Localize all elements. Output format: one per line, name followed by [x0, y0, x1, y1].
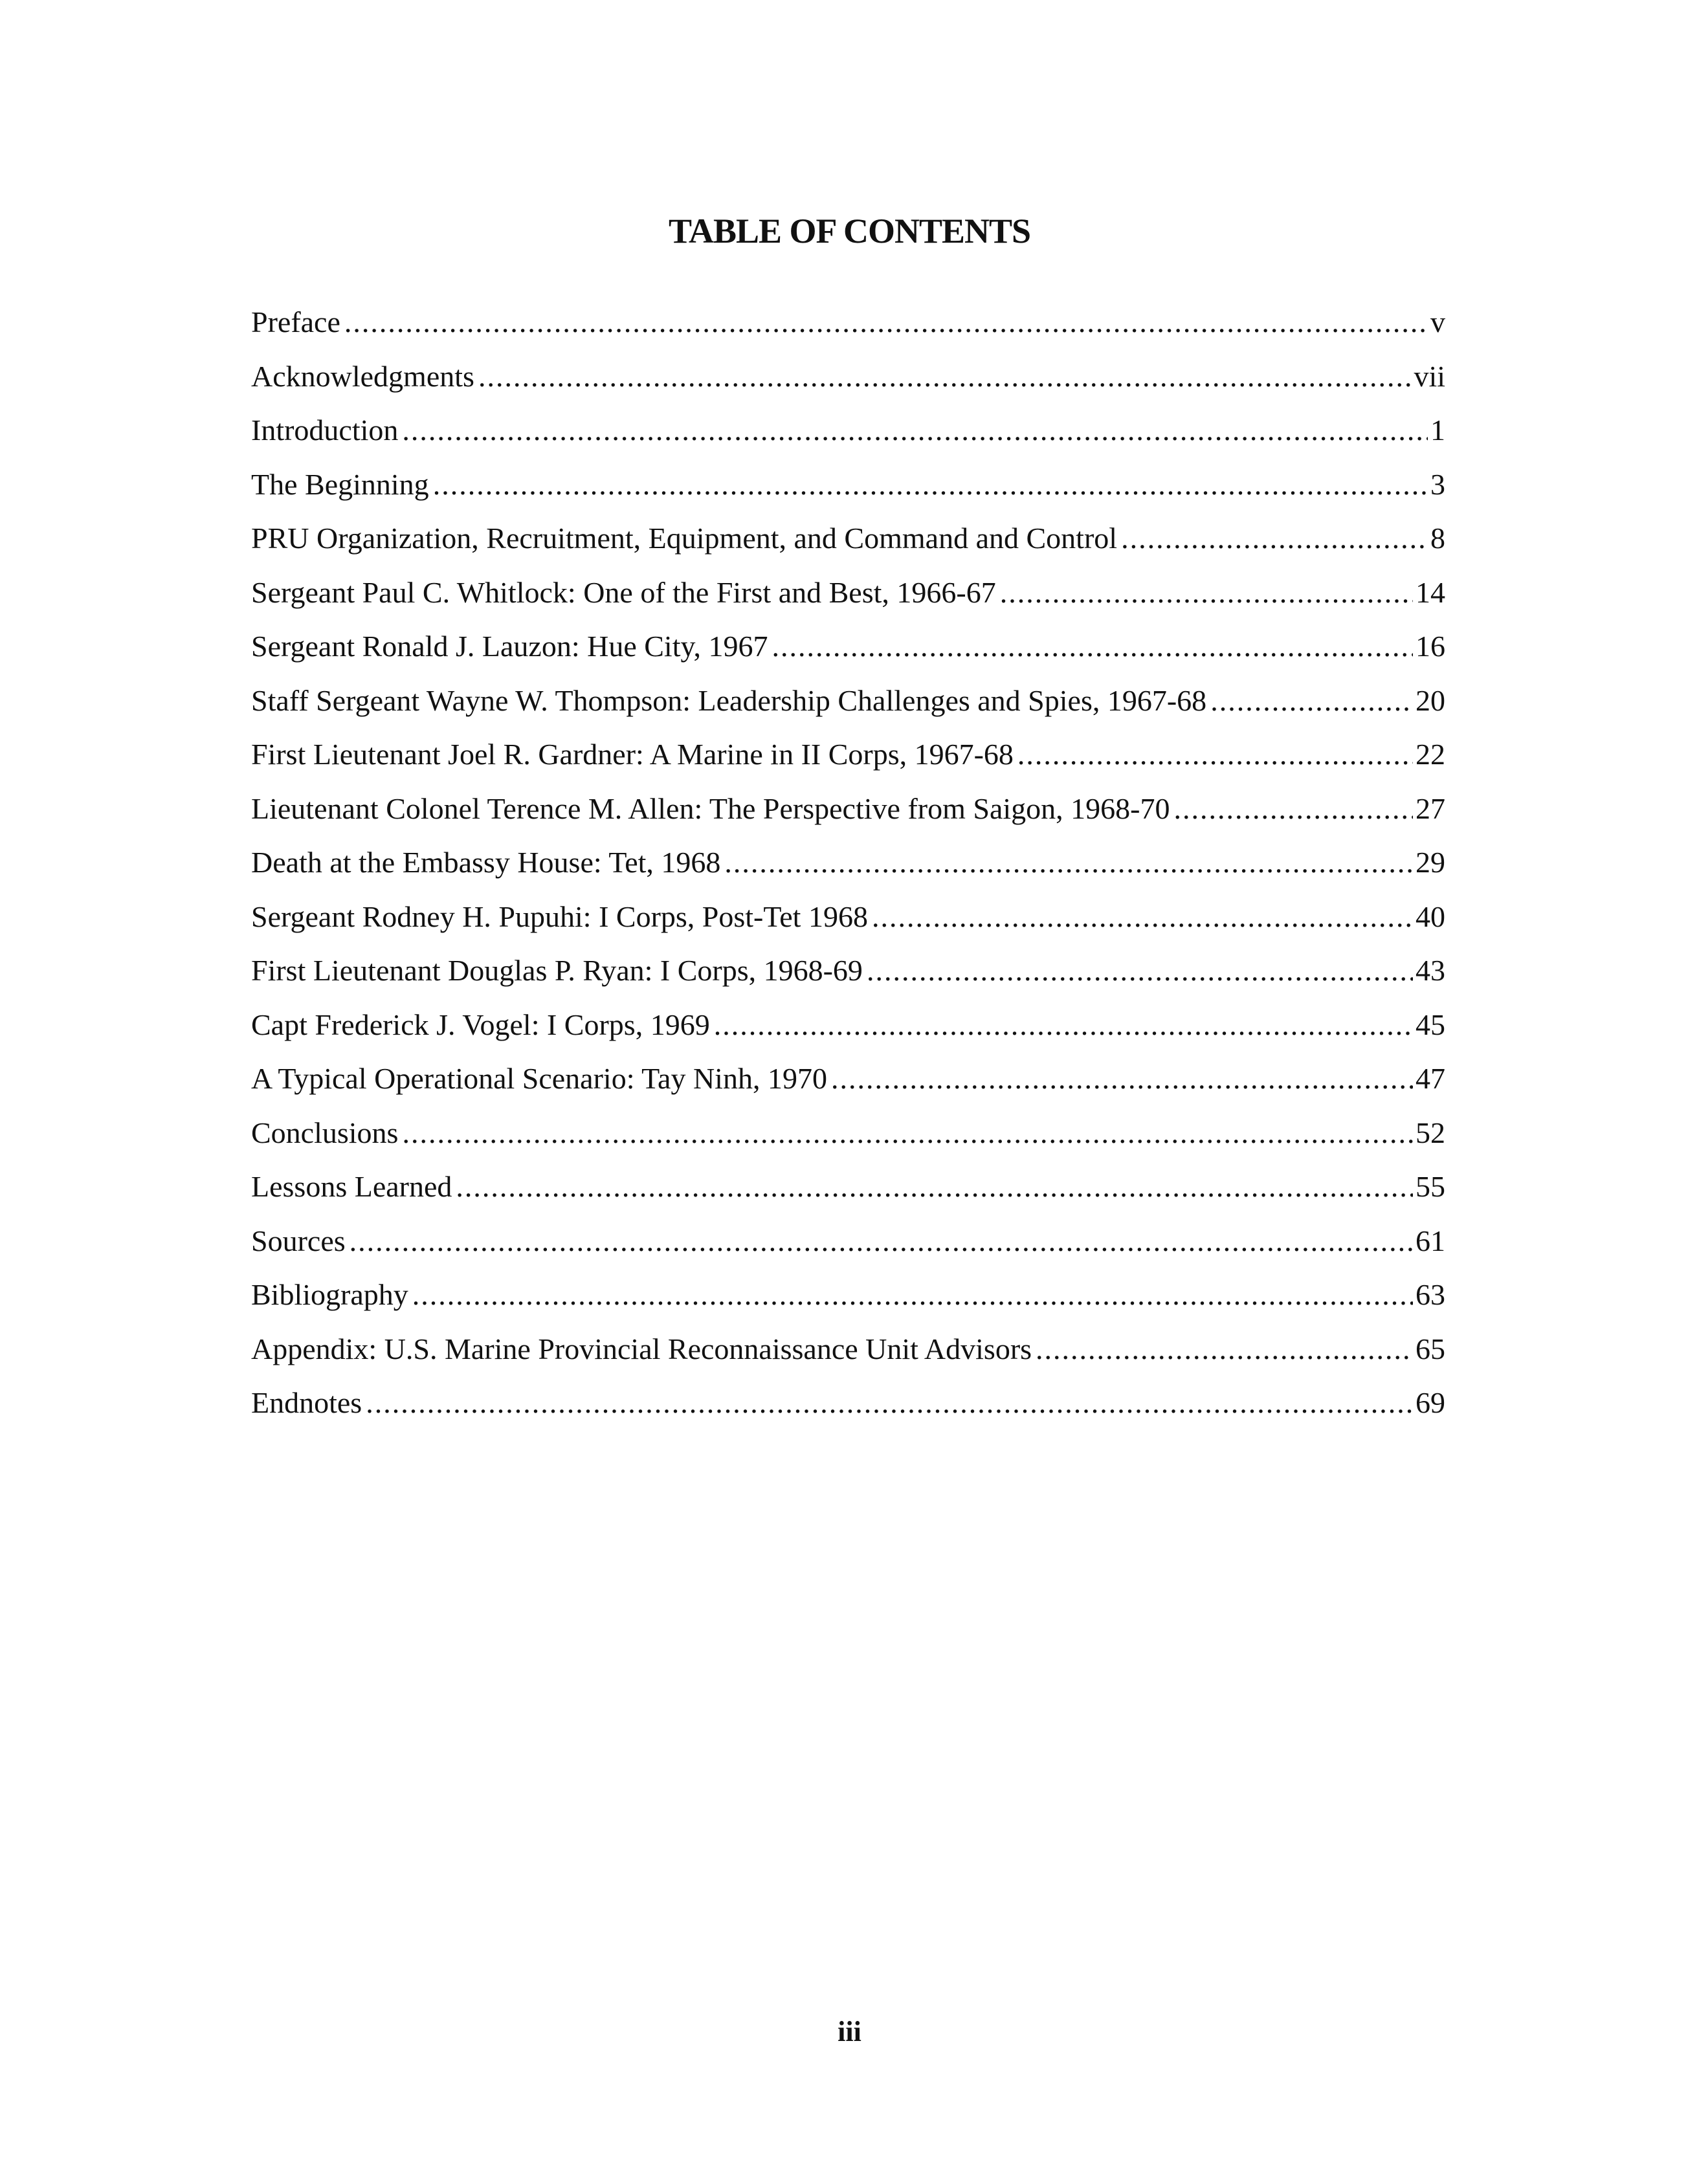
- toc-entry-page: vii: [1414, 359, 1445, 393]
- toc-entry-page: 1: [1430, 414, 1445, 447]
- dot-leader: [1036, 1327, 1413, 1372]
- toc-entry-label: Staff Sergeant Wayne W. Thompson: Leadership Challenges and Spies, 1967-68: [251, 683, 1207, 717]
- toc-entry-page: 27: [1416, 791, 1445, 825]
- dot-leader: [1210, 678, 1413, 723]
- toc-entry-label: Death at the Embassy House: Tet, 1968: [251, 846, 721, 879]
- toc-entry-conclusions: [251, 1110, 1445, 1165]
- toc-entry-allen: [251, 786, 1445, 841]
- toc-entry-the-beginning: [251, 462, 1445, 516]
- dot-leader: [867, 948, 1413, 993]
- dot-leader: [402, 408, 1428, 453]
- toc-entry-label: A Typical Operational Scenario: Tay Ninh, 1970: [251, 1062, 827, 1095]
- toc-entry-page: v: [1430, 305, 1445, 338]
- dot-leader: [350, 1219, 1413, 1264]
- toc-entry-appendix: [251, 1327, 1445, 1381]
- toc-entry-label: Conclusions: [251, 1116, 399, 1149]
- toc-entry-label: Sergeant Rodney H. Pupuhi: I Corps, Post-Tet 1968: [251, 899, 868, 933]
- page-title: TABLE OF CONTENTS: [668, 212, 1031, 250]
- toc-entry-page: 22: [1416, 738, 1445, 771]
- toc-entry-label: Acknowledgments: [251, 359, 474, 393]
- toc-entry-introduction: [251, 408, 1445, 462]
- dot-leader: [402, 1110, 1413, 1156]
- dot-leader: [724, 840, 1413, 885]
- toc-entry-bibliography: [251, 1272, 1445, 1327]
- toc-entry-sources: [251, 1219, 1445, 1273]
- toc-entry-embassy-house: [251, 840, 1445, 894]
- dot-leader: [412, 1272, 1413, 1318]
- toc-entry-page: 29: [1416, 846, 1445, 879]
- toc-entry-page: 8: [1430, 522, 1445, 555]
- toc-entry-lauzon: [251, 624, 1445, 678]
- toc-entry-label: Capt Frederick J. Vogel: I Corps, 1969: [251, 1008, 710, 1041]
- toc-entry-page: 20: [1416, 683, 1445, 717]
- toc-entry-label: Bibliography: [251, 1278, 408, 1311]
- dot-leader: [772, 624, 1414, 669]
- toc-entry-label: Endnotes: [251, 1386, 362, 1419]
- toc-entry-page: 63: [1416, 1278, 1445, 1311]
- toc-entry-page: 14: [1416, 575, 1445, 609]
- toc-entry-label: Appendix: U.S. Marine Provincial Reconnaissance Unit Advisors: [251, 1332, 1032, 1365]
- toc-list: [251, 300, 1445, 1435]
- dot-leader: [1017, 732, 1413, 777]
- toc-entry-page: 55: [1416, 1170, 1445, 1203]
- toc-entry-endnotes: [251, 1380, 1445, 1435]
- toc-entry-page: 69: [1416, 1386, 1445, 1419]
- dot-leader: [831, 1056, 1413, 1101]
- toc-entry-label: First Lieutenant Douglas P. Ryan: I Corps, 1968-69: [251, 954, 863, 987]
- toc-entry-whitlock: [251, 570, 1445, 624]
- dot-leader: [344, 300, 1428, 345]
- toc-entry-page: 65: [1416, 1332, 1445, 1365]
- toc-entry-label: Introduction: [251, 414, 399, 447]
- toc-entry-preface: [251, 300, 1445, 354]
- toc-entry-label: Lessons Learned: [251, 1170, 452, 1203]
- toc-entry-operational-scenario: [251, 1056, 1445, 1110]
- toc-entry-label: Preface: [251, 305, 340, 338]
- page-number: iii: [838, 2016, 861, 2047]
- dot-leader: [366, 1380, 1413, 1426]
- toc-entry-lessons-learned: [251, 1164, 1445, 1219]
- toc-entry-acknowledgments: [251, 354, 1445, 408]
- toc-entry-page: 40: [1416, 899, 1445, 933]
- toc-entry-page: 61: [1416, 1224, 1445, 1257]
- toc-entry-page: 47: [1416, 1062, 1445, 1095]
- dot-leader: [872, 894, 1413, 940]
- toc-entry-page: 45: [1416, 1008, 1445, 1041]
- toc-entry-label: Sources: [251, 1224, 346, 1257]
- toc-entry-page: 52: [1416, 1116, 1445, 1149]
- dot-leader: [456, 1164, 1413, 1209]
- toc-entry-pupuhi: [251, 894, 1445, 949]
- dot-leader: [714, 1002, 1413, 1048]
- dot-leader: [433, 462, 1428, 507]
- toc-entry-label: Sergeant Paul C. Whitlock: One of the First and Best, 1966-67: [251, 575, 996, 609]
- toc-entry-vogel: [251, 1002, 1445, 1057]
- toc-entry-pru-organization: [251, 516, 1445, 570]
- dot-leader: [1173, 786, 1413, 832]
- toc-entry-label: The Beginning: [251, 467, 429, 501]
- dot-leader: [1121, 516, 1428, 561]
- toc-entry-thompson: [251, 678, 1445, 733]
- dot-leader: [478, 354, 1412, 399]
- toc-entry-label: Sergeant Ronald J. Lauzon: Hue City, 1967: [251, 630, 768, 663]
- toc-entry-page: 16: [1416, 630, 1445, 663]
- toc-entry-page: 3: [1430, 467, 1445, 501]
- toc-entry-gardner: [251, 732, 1445, 786]
- toc-entry-label: First Lieutenant Joel R. Gardner: A Marine in II Corps, 1967-68: [251, 738, 1014, 771]
- toc-entry-ryan: [251, 948, 1445, 1002]
- toc-entry-label: Lieutenant Colonel Terence M. Allen: The Perspective from Saigon, 1968-70: [251, 791, 1170, 825]
- toc-entry-page: 43: [1416, 954, 1445, 987]
- dot-leader: [1000, 570, 1413, 615]
- toc-entry-label: PRU Organization, Recruitment, Equipment, and Command and Control: [251, 522, 1118, 555]
